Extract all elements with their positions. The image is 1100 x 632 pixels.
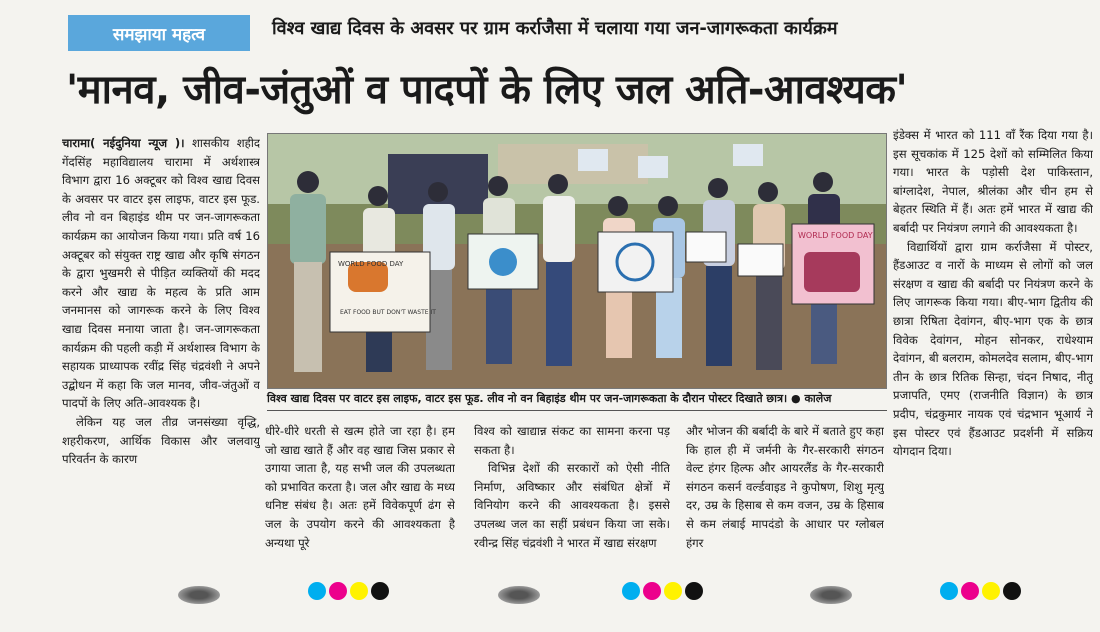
poster-right-title: WORLD FOOD DAY <box>798 231 873 240</box>
cyan-mark <box>940 582 958 600</box>
article-column-4 <box>686 422 884 582</box>
print-mark-blob <box>810 586 852 604</box>
headline: 'मानव, जीव-जंतुओं व पादपों के लिए जल अति-आवश्यक' <box>66 67 908 113</box>
photo-caption: विश्व खाद्य दिवस पर वाटर इस लाइफ, वाटर इस फूड. लीव नो वन बिहाइंड थीम पर जन-जागरूकता के दौरान पोस्टर दिखाते छात्र। ● कालेज <box>267 392 887 411</box>
article-column-1 <box>62 134 260 580</box>
registration-marks <box>308 582 389 600</box>
column-5-paragraph-1: इंडेक्स में भारत को 111 वाँ रैंक दिया गया है। इस सूचकांक में 125 देशों को सम्मिलित किया गया। भारत के पड़ोसी देश पाकिस्तान, बांग्लादेश, नेपाल, श्रीलंका और चीन हम से बेहतर स्थिति में हैं। अतः हमें भारत में खाद्य की बर्बादी पर नियंत्रण लगाने की आवश्यकता है। <box>893 128 1093 235</box>
yellow-mark <box>982 582 1000 600</box>
column-5-paragraph-2: विद्यार्थियों द्वारा ग्राम कर्राजैसा में पोस्टर, हैंडआउट व नारों के माध्यम से लोगों को जल संरक्षण व खाद्य की बर्बादी पर नियंत्रण करने के लिए जागरूक किया गया। बीए-भाग द्वितीय की छात्रा रिषिता देवांगन, बीए-भाग एक के छात्र विवेक देवांगन, मोहन सोनकर, राधेश्याम देवांगन, बी बलराम, कोमलदेव सलाम, बीए-भाग तीन के छात्र रितिक सिन्हा, चंदन निषाद, नीतू प्रजापति, एमए (राजनीति विज्ञान) के छात्र प्रदीप, चंद्रकुमार नायक एवं चंद्रभान भूआर्य ने इस पोस्टर एवं हैंडआउट प्रदर्शनी में सक्रिय योगदान दिया। <box>893 239 1093 459</box>
magenta-mark <box>643 582 661 600</box>
subheadline: विश्व खाद्य दिवस के अवसर पर ग्राम कर्राजैसा में चलाया गया जन-जागरूकता कार्यक्रम <box>272 18 838 39</box>
column-1-paragraph-2: लेकिन यह जल तीव्र जनसंख्या वृद्धि, शहरीकरण, आर्थिक विकास और जलवायु परिवर्तन के कारण <box>62 414 260 467</box>
column-4-paragraph: और भोजन की बर्बादी के बारे में बताते हुए कहा कि हाल ही में जर्मनी के गैर-सरकारी संगठन वेल्ट हंगर हिल्फ और आयरलैंड के गैर-सरकारी संगठन कसर्न वर्ल्डवाइड ने कुपोषण, शिशु मृत्यु दर, उम्र के हिसाब से कम वजन, उम्र के हिसाब से कम लंबाई मापदंडो के आधार पर ग्लोबल हंगर <box>686 424 884 550</box>
news-photo <box>267 133 887 389</box>
article-column-2 <box>265 422 455 582</box>
column-1-paragraph-1: शासकीय शहीद गेंदसिंह महाविद्यालय चारामा में अर्थशास्त्र विभाग द्वारा 16 अक्टूबर को विश्व खाद्य दिवस के अवसर पर वाटर इस लाइफ, वाटर इस फूड. लीव नो वन बिहाइंड थीम पर जन-जागरूकता कार्यक्रम का आयोजन किया गया। प्रति वर्ष 16 अक्टूबर को संयुक्त राष्ट्र खाद्य और कृषि संगठन के द्वारा भुखमरी से पीड़ित व्यक्तियों की मदद करने और खाद्य के महत्व के प्रति आम जनमानस को जागरूक करने के लिए विश्व खाद्य दिवस मनाया जाता है। जन-जागरूकता कार्यक्रम की पहली कड़ी में अर्थशास्त्र विभाग के सहायक प्राध्यापक रवींद्र सिंह चंद्रवंशी ने अपने उद्बोधन में कहा कि जल मानव, जीव-जंतुओं व पादपों के लिए अति-आवश्यक है। <box>62 136 260 411</box>
dateline: चारामा( नईदुनिया न्यूज )। <box>62 136 185 150</box>
black-mark <box>1003 582 1021 600</box>
students-photo-illustration <box>268 134 886 388</box>
black-mark <box>685 582 703 600</box>
print-mark-blob <box>498 586 540 604</box>
article-column-5 <box>893 126 1093 580</box>
black-mark <box>371 582 389 600</box>
poster-left-title: WORLD FOOD DAY <box>338 260 404 268</box>
poster-left <box>330 252 436 332</box>
registration-marks <box>622 582 703 600</box>
yellow-mark <box>664 582 682 600</box>
poster-left-text: EAT FOOD BUT DON'T WASTE IT <box>340 309 436 316</box>
cyan-mark <box>622 582 640 600</box>
print-mark-blob <box>178 586 220 604</box>
section-tag: समझाया महत्व <box>68 15 250 51</box>
magenta-mark <box>329 582 347 600</box>
column-3-paragraph-1: विश्व को खाद्यान्न संकट का सामना करना पड़ सकता है। <box>474 424 670 457</box>
magenta-mark <box>961 582 979 600</box>
registration-marks <box>940 582 1021 600</box>
column-3-paragraph-2: विभिन्न देशों की सरकारों को ऐसी नीति निर्माण, अविष्कार और संबंधित क्षेत्रों में विनियोग करने की आवश्यकता है। इससे उपलब्ध जल का सहीं प्रबंधन किया जा सके। रवीन्द्र सिंह चंद्रवंशी ने भारत में खाद्य संरक्षण <box>474 461 670 550</box>
yellow-mark <box>350 582 368 600</box>
poster-right <box>792 224 874 304</box>
article-column-3 <box>474 422 670 582</box>
column-2-paragraph: धीरे-धीरे धरती से खत्म होते जा रहा है। हम जो खाद्य खाते हैं और वह खाद्य जिस प्रकार से उगाया जाता है, यह सभी जल की उपलब्धता को प्रभावित करता है। जल और खाद्य के मध्य धनिष्ट संबंध है। अतः हमें विवेकपूर्ण ढंग से जल के उपयोग करने की आवश्यकता है अन्यथा पूरे <box>265 424 455 550</box>
cyan-mark <box>308 582 326 600</box>
